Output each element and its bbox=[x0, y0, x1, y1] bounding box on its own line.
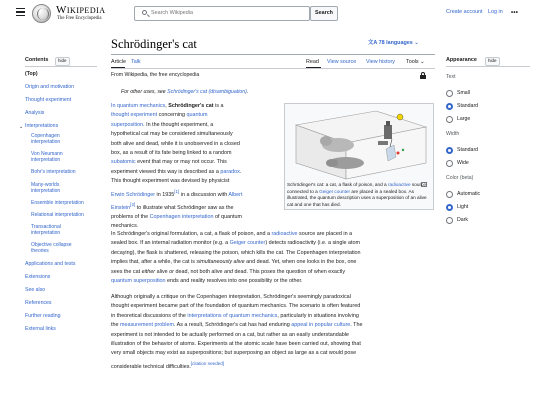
width-standard-radio[interactable] bbox=[446, 147, 453, 154]
lead-line: This thought experiment was devised by physicist bbox=[111, 178, 230, 185]
lead-line: box, as a result of its fate being linked to a random bbox=[111, 150, 232, 157]
lead-line: Erwin Schrödinger in 1935[1] in a discussion with Albert bbox=[111, 188, 243, 198]
quantum-mechanics-link[interactable]: In quantum mechanics bbox=[111, 103, 166, 109]
page-title: Schrödinger's cat bbox=[111, 37, 197, 51]
toc-sub-copenhagen[interactable]: Copenhagen interpretation bbox=[31, 133, 61, 145]
lead-line: thought experiment concerning quantum bbox=[111, 112, 208, 119]
paragraph-2 bbox=[111, 230, 436, 286]
p2-line: implies that, after a while, the cat is simultaneously alive and dead. Yet, when one looks in the box, one bbox=[111, 259, 357, 266]
tools-label: Tools bbox=[406, 59, 419, 65]
p3-line: the measurement problem. As a result, Schrödinger's cat has had enduring appeal in popular culture. The bbox=[111, 322, 363, 329]
chevron-down-icon[interactable]: ⌄ bbox=[19, 124, 24, 130]
popular-culture-link[interactable]: appeal in popular culture bbox=[291, 322, 351, 329]
toc-item-origin[interactable]: Origin and motivation bbox=[25, 84, 75, 90]
superposition-link[interactable]: superposition bbox=[111, 121, 144, 128]
einstein-link[interactable]: Einstein bbox=[111, 204, 131, 211]
toc-item-applications[interactable]: Applications and tests bbox=[25, 261, 76, 267]
lead-line: hypothetical cat may be considered simultaneously bbox=[111, 131, 233, 138]
figure-caption bbox=[287, 182, 431, 208]
toc-item-external-links[interactable]: External links bbox=[25, 326, 56, 332]
appearance-hide-button[interactable]: hide bbox=[485, 57, 500, 66]
color-light-label[interactable]: Light bbox=[457, 204, 469, 210]
thought-experiment-link[interactable]: thought experiment bbox=[111, 112, 158, 119]
more-options-icon[interactable]: ••• bbox=[511, 10, 519, 16]
measurement-problem-link[interactable]: measurement problem bbox=[120, 322, 174, 329]
toc-item-see-also[interactable]: See also bbox=[25, 287, 46, 293]
geiger-link[interactable]: Geiger counter bbox=[229, 240, 266, 247]
create-account-link[interactable]: Create account bbox=[446, 9, 483, 15]
color-automatic-label[interactable]: Automatic bbox=[457, 191, 481, 197]
chevron-down-icon: ⌄ bbox=[418, 59, 425, 65]
color-dark-radio[interactable] bbox=[446, 217, 453, 224]
color-dark-label[interactable]: Dark bbox=[457, 217, 468, 223]
toc-sub-von-neumann[interactable]: Von Neumann interpretation bbox=[31, 151, 63, 163]
p2-line: sealed box. If an internal radiation monitor (e.g. a Geiger counter) detects radioactivity (i.e. a single atom bbox=[111, 240, 361, 247]
radioactive-link[interactable]: radioactive bbox=[387, 182, 411, 187]
width-standard-label[interactable]: Standard bbox=[457, 147, 479, 153]
text-small-radio[interactable] bbox=[446, 90, 453, 97]
wikipedia-globe-logo[interactable] bbox=[32, 4, 51, 23]
lead-line: problems of the Copenhagen interpretation of quantum bbox=[111, 214, 242, 221]
site-subtitle: From Wikipedia, the free encyclopedia bbox=[111, 72, 200, 78]
toc-heading: Contents bbox=[25, 57, 49, 63]
p3-line: thought experiment became part of the foundation of quantum mechanics. The scenario is often featured bbox=[111, 303, 361, 310]
chevron-down-icon: ⌄ bbox=[412, 40, 419, 46]
toc-item-interpretations[interactable]: Interpretations bbox=[25, 123, 59, 129]
toc-sub-transactional[interactable]: Transactional interpretation bbox=[31, 224, 61, 236]
toc-sub-relational[interactable]: Relational interpretation bbox=[31, 212, 84, 218]
text-standard-radio[interactable] bbox=[446, 103, 453, 110]
toc-sub-many-worlds[interactable]: Many-worlds interpretation bbox=[31, 182, 61, 194]
tab-talk[interactable]: Talk bbox=[131, 59, 141, 65]
schrodinger-cat-illustration[interactable] bbox=[286, 105, 432, 181]
menu-icon[interactable] bbox=[16, 8, 25, 16]
radioactive-source-link[interactable]: radioactive bbox=[271, 231, 298, 237]
toc-item-thought-experiment[interactable]: Thought experiment bbox=[25, 97, 72, 103]
color-label: Color (beta) bbox=[446, 175, 474, 181]
p3-line: Although originally a critique on the Copenhagen interpretation, Schrödinger's seemingly paradoxical bbox=[111, 294, 351, 300]
p3-line: in theoretical discussions of the interpretations of quantum mechanics, particularly in situations involving bbox=[111, 312, 359, 319]
toc-sub-objective-collapse[interactable]: Objective collapse theories bbox=[31, 242, 72, 254]
width-wide-radio[interactable] bbox=[446, 160, 453, 167]
tab-view-history[interactable]: View history bbox=[366, 59, 395, 65]
caption-text-2: source connected to a bbox=[287, 182, 426, 194]
toc-item-further-reading[interactable]: Further reading bbox=[25, 313, 61, 319]
geiger-counter-link[interactable]: Geiger counter bbox=[319, 188, 351, 194]
p3-line: very small objects may exist as superpositions; but superposing an object as large as a cat would pose bbox=[111, 350, 357, 357]
toc-item-analysis[interactable]: Analysis bbox=[25, 110, 45, 116]
interpretations-link[interactable]: interpretations of quantum mechanics bbox=[187, 312, 278, 319]
lead-line: experiment viewed this way is described as a paradox. bbox=[111, 168, 242, 175]
search-button[interactable]: Search bbox=[310, 6, 338, 21]
p2-line: quantum superposition ends and reality resolves into one possibility or the other. bbox=[111, 278, 303, 285]
disambiguation-link[interactable]: Schrödinger's cat (disambiguation) bbox=[167, 89, 247, 95]
lead-line: mechanics. bbox=[111, 223, 139, 230]
toc-hide-button[interactable]: hide bbox=[55, 57, 70, 66]
tabs-divider bbox=[111, 68, 435, 69]
caption-text-1: Schrödinger's cat: a cat, a flask of poison, and a bbox=[287, 182, 388, 187]
subatomic-link[interactable]: subatomic bbox=[111, 159, 136, 166]
text-small-label[interactable]: Small bbox=[457, 90, 470, 96]
search-input[interactable] bbox=[151, 8, 301, 18]
quantum-superposition-link[interactable]: quantum superposition bbox=[111, 278, 166, 285]
text-large-label[interactable]: Large bbox=[457, 116, 471, 122]
citation-needed[interactable]: [citation needed] bbox=[190, 360, 224, 366]
text-size-label: Text bbox=[446, 74, 456, 80]
erwin-schrodinger-link[interactable]: Erwin Schrödinger bbox=[111, 191, 156, 198]
p2-line: decaying), the flask is shattered, releasing the poison, which kills the cat. The Copenhagen interpretation bbox=[111, 249, 361, 256]
tools-menu[interactable] bbox=[406, 59, 425, 67]
wikipedia-tagline: The Free Encyclopedia bbox=[57, 16, 102, 21]
p3-line: considerable technical difficulties.[citation needed] bbox=[111, 360, 224, 370]
toc-item-extensions[interactable]: Extensions bbox=[25, 274, 51, 280]
hatnote-suffix: . bbox=[246, 89, 249, 95]
paragraph-3 bbox=[111, 293, 436, 372]
caption-text-3: are placed in a sealed box. As illustrated, the quantum description uses a superposition of an alive cat and one that has died. bbox=[287, 188, 427, 207]
lead-line: In quantum mechanics, Schrödinger's cat is a bbox=[111, 103, 224, 109]
tab-article[interactable]: Article bbox=[111, 59, 126, 65]
appearance-heading: Appearance bbox=[446, 57, 477, 63]
languages-label: 78 languages bbox=[378, 40, 413, 46]
toc-divider bbox=[25, 66, 97, 67]
appearance-divider bbox=[446, 66, 530, 67]
search-icon bbox=[142, 10, 147, 15]
text-large-radio[interactable] bbox=[446, 116, 453, 123]
color-automatic-radio[interactable] bbox=[446, 191, 453, 198]
text-standard-label[interactable]: Standard bbox=[457, 103, 479, 109]
lead-paragraph bbox=[111, 102, 281, 232]
paradox-link[interactable]: paradox bbox=[220, 168, 240, 175]
tab-read[interactable]: Read bbox=[306, 59, 319, 65]
copenhagen-link[interactable]: Copenhagen interpretation bbox=[149, 214, 214, 221]
toc-sub-bohr[interactable]: Bohr's interpretation bbox=[31, 169, 76, 175]
lead-line: superposition. In the thought experiment, a bbox=[111, 121, 214, 128]
quantum-link[interactable]: quantum bbox=[186, 112, 208, 119]
lead-line: both alive and dead, while it is unobserved in a closed bbox=[111, 140, 240, 147]
lock-icon[interactable] bbox=[420, 72, 426, 79]
p3-line: experiment is not intended to be actually performed on a cat, but rather as an easily understandable bbox=[111, 331, 349, 338]
tab-view-source[interactable]: View source bbox=[327, 59, 357, 65]
translate-icon: 文A bbox=[368, 40, 379, 46]
languages-button[interactable] bbox=[368, 40, 419, 48]
toc-item-references[interactable]: References bbox=[25, 300, 52, 306]
toc-sub-ensemble[interactable]: Ensemble interpretation bbox=[31, 200, 84, 206]
wikipedia-wordmark[interactable]: Wikipedia bbox=[56, 4, 106, 16]
log-in-link[interactable]: Log in bbox=[488, 9, 503, 15]
width-label: Width bbox=[446, 131, 460, 137]
toc-item-top[interactable]: (Top) bbox=[25, 71, 38, 77]
hatnote-prefix: For other uses, see bbox=[121, 89, 168, 95]
lead-line: subatomic event that may or may not occur. This bbox=[111, 159, 227, 166]
lead-line: Einstein[2] to illustrate what Schrödinger saw as the bbox=[111, 201, 234, 211]
p2-line: In Schrödinger's original formulation, a cat, a flask of poison, and a radioactive source are placed in a bbox=[111, 231, 353, 237]
hatnote bbox=[121, 89, 248, 97]
color-light-radio[interactable] bbox=[446, 204, 453, 211]
albert-link[interactable]: Albert bbox=[228, 191, 243, 198]
width-wide-label[interactable]: Wide bbox=[457, 160, 469, 166]
title-divider bbox=[111, 54, 435, 55]
p3-line: illustration of the behavior of atoms. Experiments at the atomic scale have been carried out, showing that bbox=[111, 341, 361, 348]
p2-line: sees the cat either alive or dead, not both alive and dead. This poses the question of when exactly bbox=[111, 268, 346, 275]
